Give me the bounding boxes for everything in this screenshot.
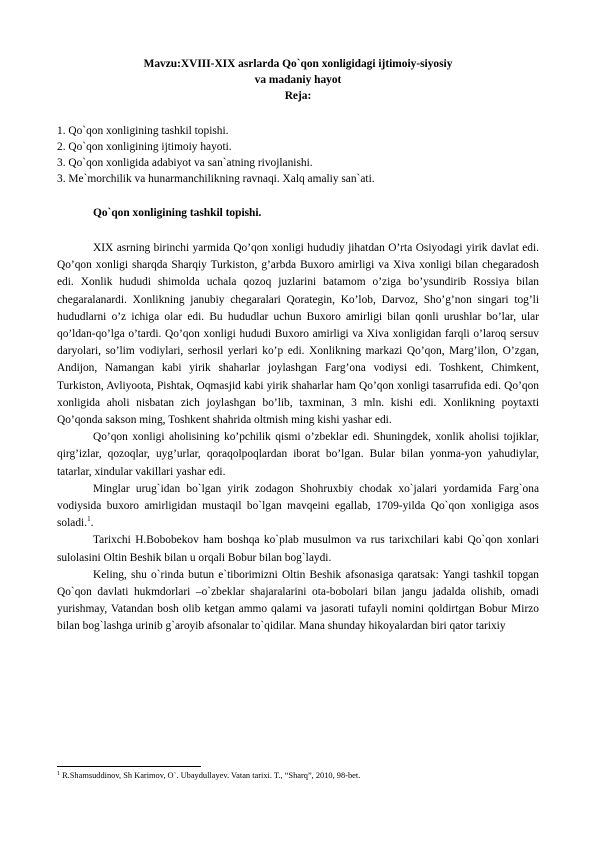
paragraph: Qo’qon xonligi aholisining ko’pchilik qismi o’zbeklar edi. Shuningdek, xonlik aholisi tojiklar, qirg’izlar, qozoqlar, uyg’urlar, qoraqolpoqlardan iborat bo’lgan. Bular bilan yonma-yon yahudiylar, tatarlar, xindular vakillari yashar edi. (57, 431, 539, 478)
section-heading: Qo`qon xonligining tashkil topishi. (93, 207, 262, 219)
plan-item: 2. Qo`qon xonligining ijtimoiy hayoti. (57, 141, 232, 153)
paragraph-text: Minglar urug`idan bo`lgan yirik zodagon Shohruxbiy chodak xo`jalari yordamida Farg`ona vodiysida buxoro amirligidan mustaqil bo`lgan mavqeini egallab, 1709-yilda Qo`qon xonligiga asos soladi. (57, 482, 539, 530)
title-line-2: va madaniy hayot (254, 74, 342, 86)
document-title (57, 56, 539, 104)
footnote-mark: 1 (57, 771, 60, 777)
paragraph-end: . (90, 517, 94, 530)
plan-list (57, 123, 539, 187)
title-line-1: Mavzu:XVIII-XIX asrlarda Qo`qon xonligidagi ijtimoiy-siyosiy (143, 58, 453, 70)
footnote-text: R.Shamsuddinov, Sh Karimov, O`. Ubaydullayev. Vatan tarixi. T., “Sharq”, 2010, 98-bet. (60, 771, 361, 780)
paragraph: XIX asrning birinchi yarmida Qo’qon xonligi hududiy jihatdan O’rta Osiyodagi yirik davlat edi. Qo’qon xonligi sharqda Sharqiy Turkiston, g’arbda Buxoro amirligi va Xiva xonligi bilan chegaradosh edi. Xonlik hududi shimolda uchala qozoq juzlarini batamom o’ziga bo’ysundirib Rossiya bilan chegaralanardi. Xonlikning janubiy chegaralari Qorategin, Ko’lob, Darvoz, Sho’g’non singari tog’li hududlarni o’z ichiga olar edi. Bu hududlar uchun Buxoro amirligi bilan qonli urushlar bo’lar, ular qo’ldan-qo’lga o’tardi. Qo’qon xonligi hududi Buxoro amirligi va Xiva xonligidan farqli o’laroq sersuv daryolari, so’lim vodiylari, serhosil yerlari ko’p edi. Xonlikning markazi Qo’qon, Marg’ilon, O’zgan, Andijon, Namangan kabi yirik shaharlar joylashgan Farg’ona vodiysi edi. Toshkent, Chimkent, Turkiston, Avliyoota, Pishtak, Oqmasjid kabi yirik shaharlar ham Qo’qon xonligi tasarrufida edi. Qo’qon xonligida aholi nisbatan zich joylashgan bo’lib, taxminan, 3 mln. kishi edi. Xonlikning poytaxti Qo’qonda sakson ming, Toshkent shahrida oltmish ming kishi yashar edi. (57, 242, 539, 427)
paragraph: Tarixchi H.Bobobekov ham boshqa ko`plab musulmon va rus tarixchilari kabi Qo`qon xonlari sulolasini Oltin Beshik bilan u orqali Bobur bilan bog`laydi. (57, 534, 539, 564)
body-text (57, 240, 539, 636)
paragraph (57, 481, 539, 533)
footnote-reference[interactable]: 1 (87, 515, 91, 524)
document-page (57, 56, 539, 636)
paragraph: Keling, shu o`rinda butun e`tiborimizni Oltin Beshik afsonasiga qaratsak: Yangi tashkil topgan Qo`qon davlati hukmdorlari –o`zbeklar shajaralarini ota-bobolari bilan jangu jadalda olishib, omadi yurishmay, Vatandan bosh olib ketgan ammo qalami va jasorati tufayli nomini qoldirtgan Bobur Mirzo bilan bog`lashga urinib g`aroyib afsonalar to`qidilar. Mana shunday hikoyalardan biri qator tarixiy (57, 568, 539, 633)
plan-heading: Reja: (284, 90, 312, 102)
plan-item: 1. Qo`qon xonligining tashkil topishi. (57, 125, 229, 137)
plan-item: 3. Me`morchilik va hunarmanchilikning ravnaqi. Xalq amaliy san`ati. (57, 173, 375, 185)
footnote (57, 770, 360, 781)
plan-item: 3. Qo`qon xonligida adabiyot va san`atning rivojlanishi. (57, 157, 313, 169)
footnote-separator (57, 766, 201, 767)
